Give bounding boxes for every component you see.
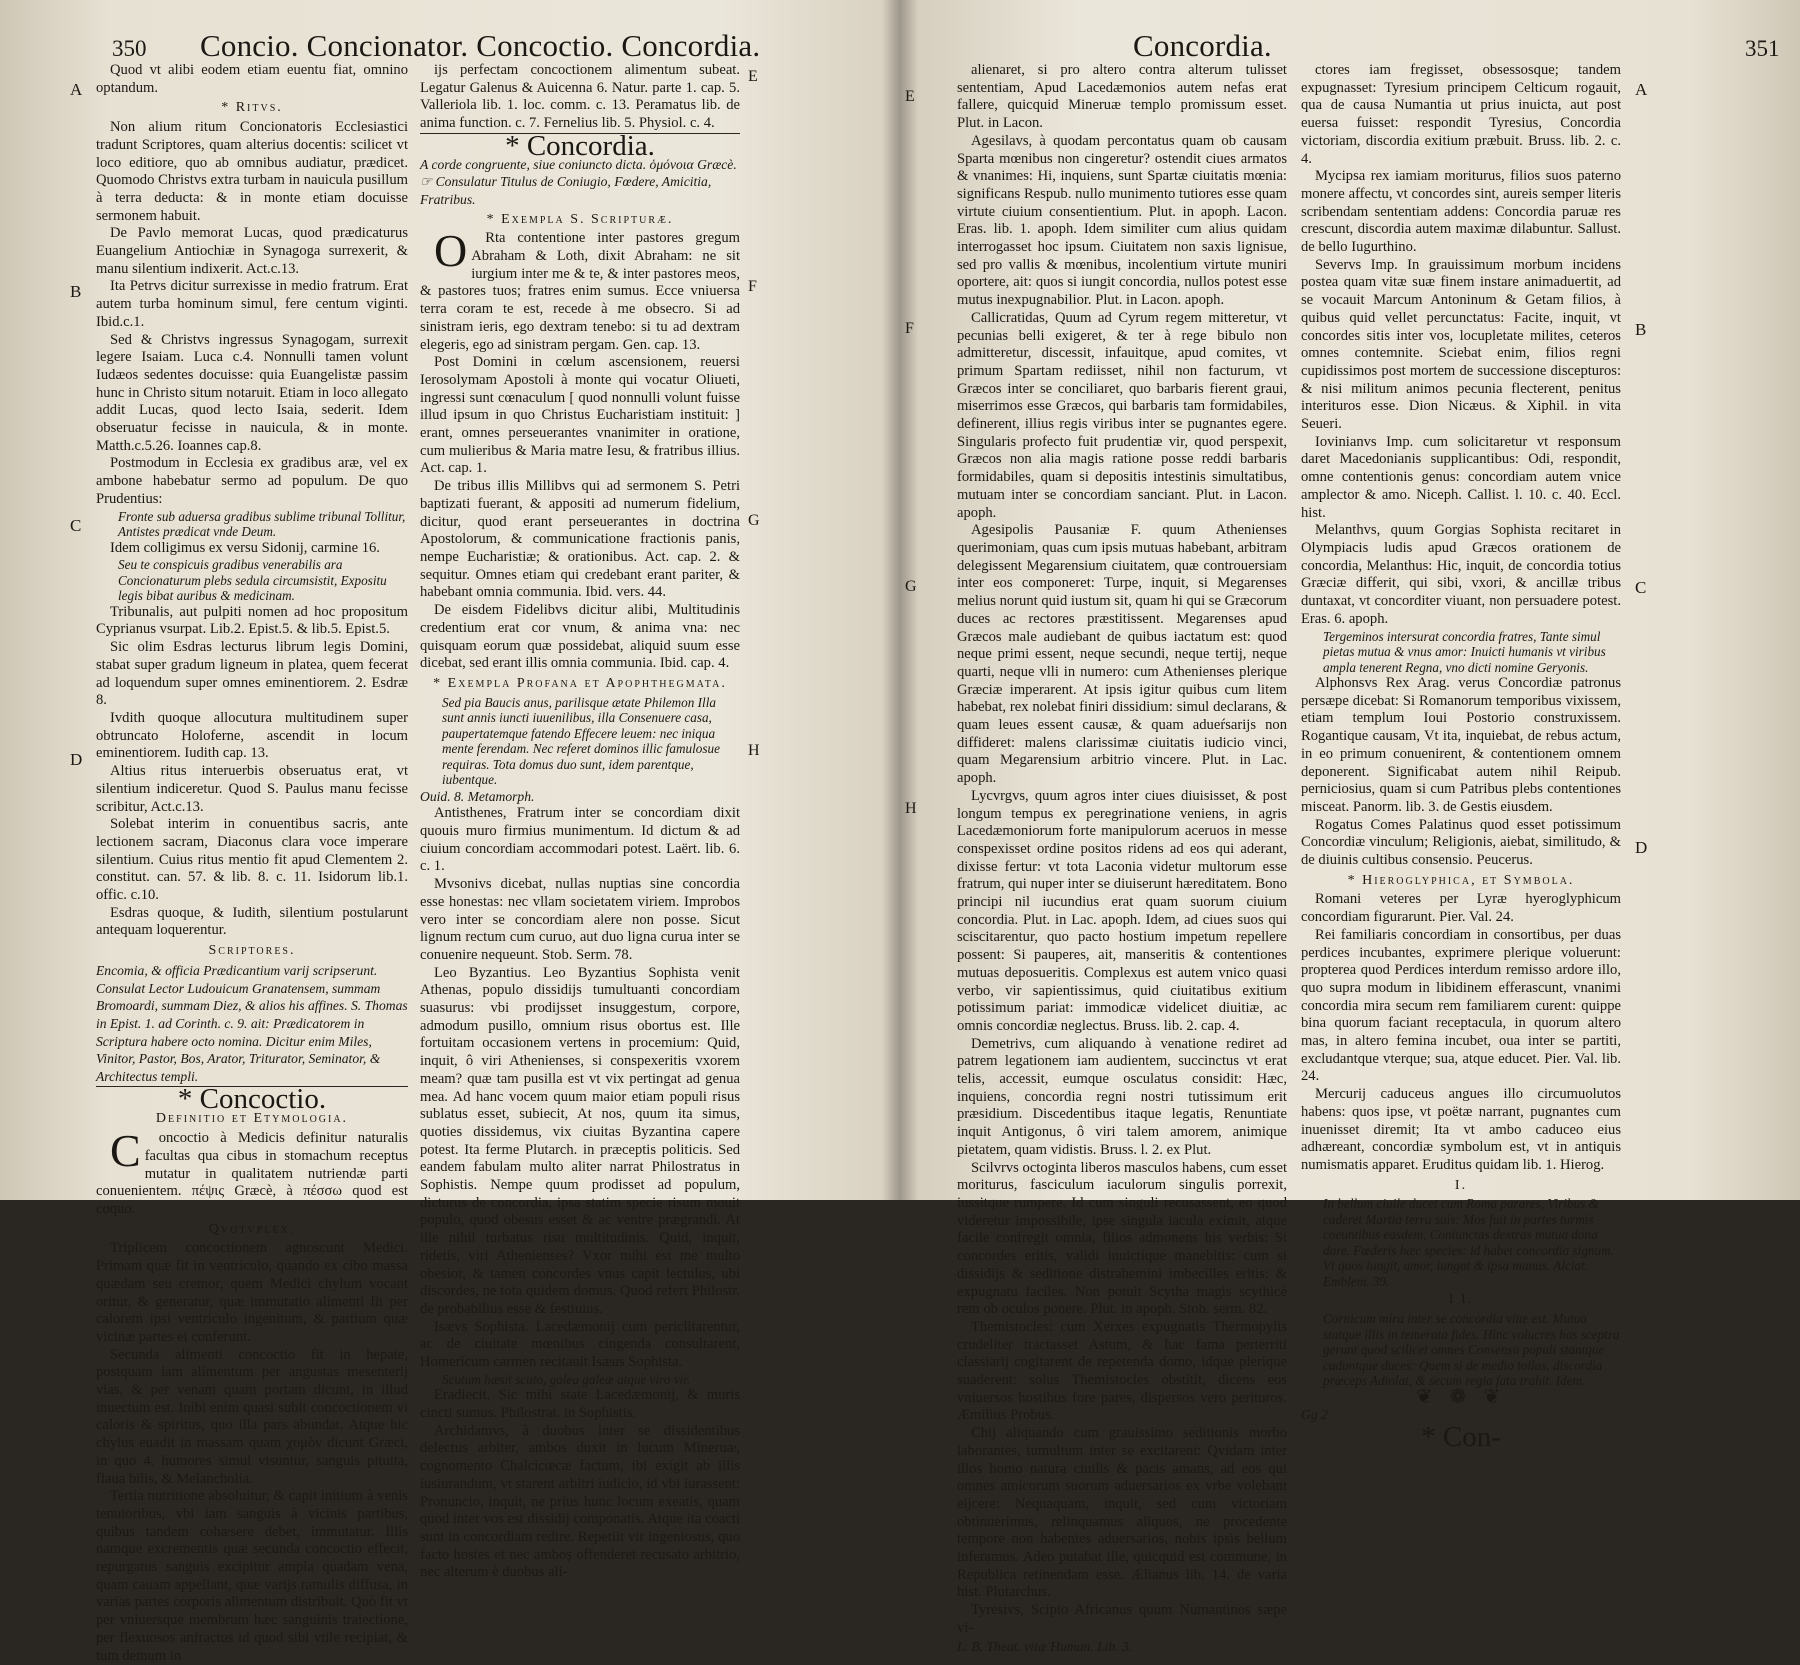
margin-letter: B <box>1635 320 1647 339</box>
margin-letter: D <box>1635 838 1648 857</box>
paragraph: Secunda alimenti concoctio fit in hepate, postquam iam alimentum per angustas mesenterij vias, & per venam quam portam dicunt, in illud inuectum est. Inibi enim quasi subit concoctionem vi caloris & spiritus, quo illa pars abundat. Atque hic chylus euadit in massam quam χυμὸν dicunt Græci, in quo 4. humores simul visuntur, sanguis pituita, flaua bilis, & Melancholia. <box>96 1346 408 1487</box>
right-page <box>905 0 1800 1654</box>
left-page <box>0 0 895 1664</box>
subheading: Scriptores. <box>208 943 296 959</box>
section-heading: * Concoctio. <box>96 1086 408 1109</box>
paragraph: Quod vt alibi eodem etiam euentu fiat, omnino optandum. <box>96 62 408 96</box>
paragraph: ijs perfectam concoctionem alimentum subeat. Legatur Galenus & Auicenna 6. Natur. parte 1. cap. 5. Valleriola lib. 1. loc. comm. c. 13. Peramatus lib. de anima function. c. 7. Fernelius lib. 5. Physiol. c. 4. <box>420 62 740 132</box>
subheading: I. <box>1454 1177 1468 1193</box>
paragraph: Scilvrvs octoginta liberos masculos habens, cum esset moriturus, fasciculum iaculorum singulis porrexit, iussitque rumpere. Id cum singuli recusassent, eo quod videretur impossibile, ipse singula iacula eximit, atque facile confregit omnia, filios admonens his verbis: Si concordes eritis, validi inuictique manebitis: cum si dissidijs & seditione distrahemini imbecilles eritis: & expugnatu faciles. Non potuit Scytha magis scythicè rem ob oculos ponere. Plut. in apoph. Stob. serm. 82. <box>957 1159 1287 1318</box>
subheading: Definitio et Etymologia. <box>155 1111 349 1127</box>
subheading: Qvotvplex. <box>208 1221 296 1237</box>
paragraph: Eradiecit, Sic mihi state Lacedæmonij, & muris cincti sumus. Philostrat. in Sophistis. <box>420 1387 740 1422</box>
paragraph: Tertia nutritione absoluitur, & capit initium à venis tenuioribus, vbi iam sanguis à vicinis partibus, quibus tandem cohæsere debet, immutatur. Illis namque excrementis quæ secunda concoctio effecit, repurgatus sanguis excipitur ampla quadam vena, quam cauam appellant, quæ varijs ramulis diffusa, in varias partes corporis alimentum distribuit. Quò fit vt per vniuersque membrum hæc sanguinis traiectione, per flexuosos anfractus id quod sibi vtile recipiat, & tum demum in <box>96 1488 408 1664</box>
section-heading: * Concordia. <box>420 133 740 156</box>
margin-letter: H <box>748 742 760 759</box>
right-column-1 <box>957 62 1287 1654</box>
paragraph: Rogatus Comes Palatinus quod esset potissimum Concordiæ vinculum; Religionis, aiebat, similitudo, & de diuinis cultibus consensio. Peucerus. <box>1301 816 1621 869</box>
paragraph: Iovinianvs Imp. cum solicitaretur vt responsum daret Macedonianis supplicantibus: Odi, respondit, omne contentionis genus: concordiam autem vnice amplector & amo. Niceph. Callist. l. 10. c. 40. Eccl. hist. <box>1301 433 1621 521</box>
right-column-2 <box>1301 62 1621 1453</box>
paragraph: Severvs Imp. In grauissimum morbum incidens postea quam vitæ suæ finem instare animaduertit, ad se vocauit Marcum Antoninum & Getam filios, à quibus quid vellet percunctatus: Facite, inquit, vt concordes sitis inter vos, locupletate milites, ceteros omnes contemnite. Sciebat enim, filios regni cupidissimos post mortem de successione discepturos: & nisi militum animos pecunia flecterent, penitus interituros esse. Dion Nicæus. & Xiphil. in vita Seueri. <box>1301 256 1621 433</box>
verse: Cornicum mira inter se concordia vitæ est. Mutua statque illis in temerata fides. Hinc volucres has sceptra gerunt quod scilicet omnes Consensu populi stantque caduntque duces: Quem si de medio tollas, discordia præceps Adiolat, & secum regia fata trahit. Idem. <box>1323 1311 1620 1389</box>
paragraph: Triplicem concoctionem agnoscunt Medici. Primam quæ fit in ventriculo, quando ex cibo massa quædam seu cremor, quem Medici chylum vocant oritur, & generatur, quæ immutatio alimenti fit per calorem ipsi ventriculo ingenitum, & partium quæ vicinæ partes ei conferunt. <box>96 1240 408 1345</box>
paragraph: Antisthenes, Fratrum inter se concordiam dixit quouis muro firmius munimentum. Id dictum & ad ciuium concordiam accommodari potest. Laërt. lib. 6. c. 1. <box>420 805 740 875</box>
paragraph: ORta contentione inter pastores gregum Abraham & Loth, dixit Abraham: ne sit iurgium inter me & te, & inter pastores meos, & pastores tuos; fratres enim sumus. Ecce vniuersa terra coram te est, recede à me obsecro. Si ad sinistram ieris, ego dextram tenebo: si tu ad dextram elegeris, ego ad sinistram pergam. Gen. cap. 13. <box>420 225 740 353</box>
running-head: Concordia. <box>1133 28 1272 63</box>
paragraph: De tribus illis Millibvs qui ad sermonem S. Petri baptizati fuerant, & appositi ad numerum fidelium, dicitur, quod erant perseuerantes in doctrina Apostolorum, & communicatione fractionis panis, nempe Eucharistiæ; & orationibus. Act. cap. 2. & sequitur. Omnes etiam qui credebant erant pariter, & habebant omnia communia. Ibid. vers. 44. <box>420 478 740 601</box>
verse: Scutum hæsit scuto, galea galeæ atque viro vir. <box>442 1371 691 1387</box>
section-heading: * Con- <box>1301 1424 1621 1447</box>
paragraph: Leo Byzantius. Leo Byzantius Sophista venit Athenas, populo dissidijs tumultuanti concordiam suasurus: vbi prodijsset insuggestum, corpore, admodum pusillo, omnium risus obortus est. Ille fortuitam occasionem vertens in procemium: Quid, inquit, ô viri Athenienses, si conspexeritis vxorem meam? quæ tam pusilla est vt vix pertingat ad genua mea. Ad hanc vocem quum maior etiam populi risus sublatus esset, subiecit, At nos, quum ita simus, quoties dissidemus, vix ciuitas Byzantina capere potest. Ita ferme Plutarch. in præceptis politicis. Sed eandem fabulam multo aliter narrat Philostratus in Sophistis. Nempe quum prodisset ad populum, dicturus de concordia, ipsa statim specie risum mouit populo, quod obesus esset & ac ventre prægrandi. At ille nihil turbatus risu multitudinis. Quid, inquit, ridetis, viri Athenienses? Vxor mihi est me multo obesior, & tamen concordes vnus capit lectulus, ubi discordes, ne tota quidem domus. Quod refert Philostr. de probabilius esse & festiuius. <box>420 964 740 1317</box>
paragraph: Gg 2 <box>1301 1407 1328 1423</box>
paragraph: Mycipsa rex iamiam moriturus, filios suos paterno monere affectu, vt concordes sint, aureis semper literis scribendam sententiam addens: Concordia paruæ res crescunt, discordia autem maximæ dilabuntur. Sallust. de bello Iugurthino. <box>1301 168 1621 256</box>
paragraph: Idem colligimus ex versu Sidonij, carmine 16. <box>110 539 380 556</box>
paragraph: Postmodum in Ecclesia ex gradibus aræ, vel ex ambone habebatur sermo ad populum. De quo Prudentius: <box>96 455 408 507</box>
paragraph: Demetrivs, cum aliquando à venatione rediret ad patrem legationem iam audientem, succinctus vt erat telis, accessit, eumque osculatus considit: Hæc, inquiens, concordia regni nostri tutissimum erit præsidium. Discedentibus itaque legatis, Renuntiate inquit Antigonus, ô viri talem amorem, animique pietatem, quam vidistis. Bruss. l. 2. ex Plut. <box>957 1035 1287 1158</box>
margin-letter: C <box>1635 578 1647 597</box>
paragraph: Mvsonivs dicebat, nullas nuptias sine concordia esse honestas: nec vllam societatem viriem. Improbos vero inter se concordiam alere non posse. Sicut lignum rectum cum curuo, aut duo ligna curua inter se conuenire nequeunt. Stob. Serm. 78. <box>420 876 740 963</box>
margin-letter: A <box>70 80 83 99</box>
paragraph: Callicratidas, Quum ad Cyrum regem mitteretur, vt pecunias belli exigeret, & ter à rege bibulo non admitteretur, discessit, infauitque, apud comites, vt primum Spartam rediisset, nihil non facturum, vt Græcos inter se conciliaret, quo barbaris fierent graui, miserrimos esse Græcos, qui barbaris tam formidabiles, definerent, illius regis viribus inter se pugnantes egere. Singularis profecto fuit prudentiæ vir, quod perspexit, Græcos non alia magis ratione posse reddi barbaris formidabiles, quam si depositis intestinis simultatibus, mutuam inter se concordiam sanciant. Plut. in Lacon. apoph. <box>957 309 1287 521</box>
paragraph: Sic olim Esdras lecturus librum legis Domini, stabat super gradum ligneum in platea, quem fecerat ad loquendum super omnes eminentiorem. 2. Esdræ 8. <box>96 639 408 709</box>
verse: Tergeminos intersurat concordia fratres, Tante simul pietas mutua & vnus amor: Inuicti humanis vt viribus ampla tenerent Regna, vno dicti nomine Geryonis. <box>1323 628 1606 675</box>
paragraph: ❦ ❁ ❦ <box>1415 1385 1507 1408</box>
paragraph: Ita Petrvs dicitur surrexisse in medio fratrum. Erat autem turba hominum simul, fere centum viginti. Ibid.c.1. <box>96 278 408 330</box>
paragraph: Romani veteres per Lyræ hyeroglyphicum concordiam figurarunt. Pier. Val. 24. <box>1301 891 1621 926</box>
paragraph: ☞ Consulatur Titulus de Coniugio, Fœdere, Amicitia, Fratribus. <box>420 174 712 207</box>
paragraph: Post Domini in cœlum ascensionem, reuersi Ierosolymam Apostoli à monte qui vocatur Oliueti, ingressi sunt cœnaculum [ quod nonnulli volunt fuisse illud ipsum in quo Christus Eucharistiam instituit: ] erant, omnes perseuerantes vnanimiter in oratione, cum mulieribus & Maria matre Iesu, & fratribus illius. Act. cap. 1. <box>420 354 740 477</box>
paragraph: L. B. Theat. vitæ Human. Lib. 3. <box>957 1638 1133 1654</box>
page-number: 350 <box>112 36 147 61</box>
verse: Fronte sub aduersa gradibus sublime tribunal Tollitur, Antistes prædicat vnde Deum. <box>118 508 406 540</box>
subheading: I I. <box>1448 1292 1474 1308</box>
paragraph: Melanthvs, quum Gorgias Sophista recitaret in Olympiacis ludis apud Græcos orationem de concordia, Melanthus: Hic, inquit, de concordia totius Græciæ differit, qui sibi, vxori, & ancillæ tribus duntaxat, vt concorditer viuant, non persuadere potest. Eras. 6. apoph. <box>1301 522 1621 627</box>
paragraph: A corde congruente, siue coniuncto dicta. ὁμόνοια Græcè. <box>420 156 737 172</box>
paragraph: De Pavlo memorat Lucas, quod prædicaturus Euangelium Antiochiæ in Synagoga surrexerit, & manu silentium indixerit. Act.c.13. <box>96 225 408 277</box>
paragraph: Ouid. 8. Metamorph. <box>420 788 535 804</box>
subheading: * Exempla Profana et Apophthegmata. <box>433 675 727 691</box>
verse: Seu te conspicuis gradibus venerabilis ara Concionaturum plebs sedula circumsistit, Expositu legis bibat auribus & medicinam. <box>118 557 387 604</box>
margin-letter: G <box>905 578 917 595</box>
paragraph: Esdras quoque, & Iudith, silentium postularunt antequam loquerentur. <box>96 904 408 939</box>
left-column-2 <box>420 62 740 1581</box>
paragraph: Lycvrgvs, quum agros inter ciues diuisisset, & post longum tempus ex peregrinatione veniens, in agris Lacedæmoniorum forte manipulorum aceruos in messe conspexisset ordine positos ridens ad eos qui aderant, dixisse fertur: vt tota Laconia videtur multorum esse fratrum, qui nuper inter se diuiserunt hæreditatem. Bono principi nil iucundius erat quam suorum ciuium concordia. Plut. in Lac. apoph. Idem, ad ciues suos qui sciscitarentur, quo pacto hostium impetum repellere possent: Si pauperes, ait, manseritis & contentiones mutuas deposueritis. Complexus est autem vnico quasi verbo, vir sapientissimus, quid ciuitatibus exitium potissimum pariat: immodicæ videlicet diuitiæ, ac omnis concordiæ neglectus. Bruss. lib. 2. cap. 4. <box>957 787 1287 1034</box>
paragraph: Isævs Sophista. Lacedæmonij cum periclitarentur, ac de ciuitate mœnibus cingenda consultarent, Homericum carmen recitauit Isæus Sophista. <box>420 1318 740 1371</box>
margin-letter: A <box>1635 80 1648 99</box>
margin-letter: F <box>905 320 914 337</box>
margin-letter: D <box>70 750 83 769</box>
subheading: * Ritvs. <box>221 100 283 116</box>
paragraph: Chij aliquando cum grauissimo seditionis morbo laborantes, tumultum inter se excitarent: Qvidam inter illos homo natura ciuilis & pacis amans, ad eos qui omnes amicorum suorum aduersarios ex vrbe volebant eijcere: Nequaquam, inquit, sed cum victoriam obtinuerimus, relinquamus aliquos, ne procedente tempore non habentes aduersarios, nobis ipsis bellum inferamus. Adeo putabat ille, quicquid est commune, in Republica retinendam esse. Ælianus lib. 14. de varia hist. Plutarchus. <box>957 1425 1287 1601</box>
paragraph: Tyresivs, Scipio Africanus quum Numantinos sæpe vi- <box>957 1602 1287 1636</box>
paragraph: alienaret, si pro altero contra alterum tulisset sententiam, Apud Lacedæmonios autem nefas erat fallere, quicquid Mineruæ templo promissum esset. Plut. in Lacon. <box>957 62 1287 132</box>
paragraph: De eisdem Fidelibvs dicitur alibi, Multitudinis credentium erat cor vnum, & anima vna: nec quisquam eorum quæ possidebat, aliquid suum esse dicebat, sed erant illis omnia communia. Ibid. cap. 4. <box>420 602 740 672</box>
paragraph: Encomia, & officia Prædicantium varij scripserunt. Consulat Lector Ludouicum Granatensem, summam Bromoardi, summam Diez, & alios his affines. S. Thomas in Epist. 1. ad Corinth. c. 9. ait: Prædicatorem in Scriptura habere octo nomina. Dicitur enim Miles, Vinitor, Pastor, Bos, Arator, Triturator, Seminator, & Architectus templi. <box>96 962 408 1085</box>
margin-letter: C <box>70 516 82 535</box>
margin-letter: E <box>905 88 915 105</box>
margin-letter: G <box>748 512 760 529</box>
paragraph: Sed & Christvs ingressus Synagogam, surrexit legere Isaiam. Luca c.4. Nonnulli tamen volunt Iudæos sedentes docuisse: quia Euangelistæ passim hunc in Christo situm notaruit. Etiam in loco allegato addit Lucas, quod lecto Isaia, sederit. Idem obseruatur fecisse in nauicula, & in monte. Matth.c.5.26. Ioannes cap.8. <box>96 331 408 454</box>
margin-letter: H <box>905 800 917 817</box>
paragraph: Non alium ritum Concionatoris Ecclesiastici tradunt Scriptores, quam alterius docentis: scilicet vt loco editiore, quo ab omnibus audiatur, prædicet. Quomodo Christvs extra turbam in nauicula pusillum à terra deducta: & in monte etiam docuisse sermonem habuit. <box>96 119 408 224</box>
paragraph: Alphonsvs Rex Arag. verus Concordiæ patronus persæpe dicebat: Si Romanorum temporibus vixissem, etiam templum Ioui Postorio construxissem. Rogantique causam, Vt ita, inquiebat, de rebus actum, in eo primum conuenirent, & contentionem omnem deponerent. Significabat autem nihil Reipub. perniciosius, quam si cum Patribus plebs contentiones misceat. Panorm. lib. 3. de Gestis eiusdem. <box>1301 675 1621 815</box>
paragraph: Agesilavs, à quodam percontatus quam ob causam Sparta mœnibus non cingeretur? ostendit ciues armatos & vnanimes: Hi, inquiens, sunt Spartæ ciuitatis mœnia: significans Respub. nullo munimento tutiores esse quam virtute ciuium consentientium. Plut. in apoph. Lacon. Eras. lib. 1. apoph. Idem similiter cum alius quidam interrogasset hoc ipsum. Ciuitatem non saxis lignisue, sed pro vallis & mœnibus, incolentium virtute muniri oportere, ait: quos si iungit concordia, nullos potest esse mutus inexpugnabilior. Plut. in Lacon. apoph. <box>957 132 1287 309</box>
paragraph: Rei familiaris concordiam in consortibus, per duas perdices incubantes, exprimere plerique voluerunt: propterea quod Perdices interdum remisso ardore illo, quo supra modum in libidinem efferascunt, vnanimi concordia mira secum rem familiarem curent: quippe bina quorum faciant receptacula, in quorum altero mas, in altero femina incubet, oua inter se partiti, excludantque vterque; sua, atque educet. Pier. Val. lib. 24. <box>1301 926 1621 1085</box>
running-head: Concio. Concionator. Concoctio. Concordia. <box>200 28 761 63</box>
subheading: * Hieroglyphica, et Symbola. <box>1347 872 1575 888</box>
margin-letter: B <box>70 282 82 301</box>
paragraph: Mercurij caduceus angues illo circumuolutos habens: quos ipse, vt poëtæ narrant, pugnantes cum inuenisset diremit; Ita vt ambo caduceo eius adhæreant, concordiæ symbolum est, vt in antiquis numismatis apparet. Eruditus quidam lib. 1. Hierog. <box>1301 1086 1621 1173</box>
paragraph: Agesipolis Pausaniæ F. quum Athenienses querimoniam, quas cum ipsis mutuas habebant, arbitram delegissent Megarensium ciuitatem, quæ controuersiam inter eos componeret: Turpe, inquit, si Megarenses melius norunt quid iustum sit, quam hi qui se Græcorum duces ac rectores præstitissent. Megarenses apud Græcos male audiebant de quibus iactatum est: quod neque primi essent, neque secundi, neque tertij, neque quarti, neque vlli in numero: cum Athenienses plerique Græciæ imperarent. At ipsis igitur quibus cum litem habebat, rex nolebat finiri dissidium: simul declarans, & quam leues essent causæ, & quam adueŕsarijs non diffideret: malens clarissimæ ciuitatis iudicio vinci, quam Megarensium arbitrio vincere. Plut. in Lac. apoph. <box>957 522 1287 787</box>
left-column-1 <box>96 62 408 1664</box>
verse: Sed pia Baucis anus, parilisque ætate Philemon Illa sunt annis iuncti iuuenilibus, illa Consenuere casa, paupertatemque fatendo Effecere leuem: nec iniqua mente ferendam. Nec referet dominos illic famulosue requiras. Tota domus duo sunt, idem parentque, iubentque. <box>442 694 720 788</box>
paragraph: Concoctio à Medicis definitur naturalis facultas qua cibus in stomachum receptus mutatur in qualitatem nutriendæ parti conuenientem. πέψις Græcè, à πέσσω quod est coquo. <box>96 1125 408 1217</box>
paragraph: Archidamvs, à duobus inter se dissidentibus delectus arbiter, ambos duxit in lucum Mineruæ, cognomento Chalcicœcæ factum, ibi exigit ab illis iusiurandum, vt starent arbitri iudicio, id vbi iurassent: Pronuncio, inquit, ne prius hunc locum exeatis, quam quod inter vos est dissidij componatis. Atque ita coacti sunt in concordiam redire. Repetiit vir ingeniosus, quo facto hostes et nec amboș offenderet recusato arbitrio, nec alterum è duobus ali- <box>420 1422 740 1581</box>
margin-letter: F <box>748 278 757 295</box>
paragraph: Themistocles: cum Xerxes expugnatis Thermopylis crudeliter tractasset Astum, & hac fama perterriti classiarij cogitarent de repetenda domo, idque plerique suaderent: solus Themistocles obstitit, dicens eos vniuersos hostibus fore pares, dispersos vero perituros. Æmilius Probus. <box>957 1318 1287 1424</box>
paragraph: Solebat interim in conuentibus sacris, ante lectionem sacram, Diaconus clara voce imperare silentium. Cuius ritus mentio fit apud Clementem 2. constitut. can. 57. & lib. 8. c. 11. Isidorum lib.1. offic. c.10. <box>96 816 408 904</box>
paragraph: Altius ritus interuerbis obseruatus erat, vt silentium indiceretur. Quod S. Paulus manu fecisse scribitur, Act.c.13. <box>96 763 408 815</box>
paragraph: ctores iam fregisset, obsessosque; tandem expugnasset: Tyresium principem Celticum rogauit, qua de causa Numantia ut prius inuicta, aut post euersa fuisset: respondit Tyresius, Concordia victoriam, discordia exitium præbuit. Bruss. lib. 2. c. 4. <box>1301 62 1621 167</box>
paragraph: Tribunalis, aut pulpiti nomen ad hoc propositum Cyprianus vsurpat. Lib.2. Epist.5. & lib.5. Epist.5. <box>96 603 408 638</box>
paragraph: Ivdith quoque allocutura multitudinem super obtruncato Holoferne, ascendit in locum eminentiorem. Iudith cap. 13. <box>96 710 408 762</box>
page-number: 351 <box>1745 36 1780 61</box>
verse: In bellum ciuile ducet cum Roma parares, Viribus & caderet Martia terra suis: Mos fuit in partes turmis coeuntibus easdem, Coniunctas dextras mutua dona dare. Fœderis hæc species: id habet concordia signum. Vt quos iungit, amor, iungat & ipsa manus. Alciat. Emblem. 39. <box>1323 1196 1614 1289</box>
margin-letter: E <box>748 68 758 85</box>
subheading: * Exempla S. Scripturæ. <box>486 211 674 227</box>
